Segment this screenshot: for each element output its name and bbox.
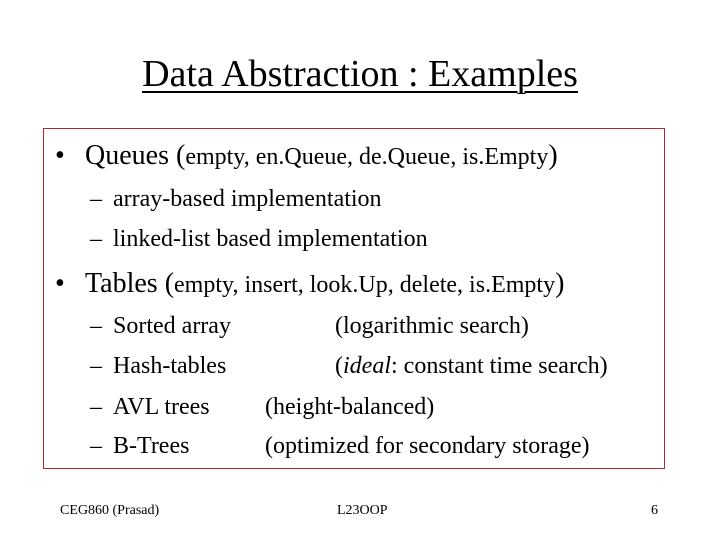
bullet-marker: •	[55, 268, 65, 299]
bullet-queues	[55, 140, 558, 173]
sub-item-text: Hash-tables	[113, 353, 227, 379]
bullet-operations: empty, insert, look.Up, delete, is.Empty	[174, 272, 556, 298]
dash-marker: –	[90, 186, 102, 212]
paren-open: (	[164, 268, 175, 299]
sub-item-note: (logarithmic search)	[335, 313, 529, 339]
paren-close: )	[555, 268, 565, 299]
dash-marker: –	[90, 394, 102, 420]
note-paren-open: (	[335, 353, 343, 379]
bullet-topic: Tables	[85, 268, 158, 299]
sub-item-array-based	[90, 185, 382, 213]
bullet-marker: •	[55, 140, 65, 171]
sub-item-note: (optimized for secondary storage)	[265, 433, 590, 459]
dash-marker: –	[90, 313, 102, 339]
footer-page-number: 6	[651, 503, 658, 518]
sub-item-sorted-array	[90, 312, 231, 340]
slide-title	[0, 50, 720, 98]
sub-item-avl-trees	[90, 393, 210, 421]
note-rest: : constant time search)	[391, 353, 608, 379]
bullet-tables	[55, 268, 564, 301]
footer-center: L23OOP	[337, 503, 388, 518]
sub-item-note-sorted-array	[335, 312, 529, 340]
dash-marker: –	[90, 226, 102, 252]
footer-left: CEG860 (Prasad)	[60, 503, 160, 518]
sub-item-text: linked-list based implementation	[113, 226, 428, 252]
dash-marker: –	[90, 433, 102, 459]
sub-item-text: AVL trees	[113, 394, 210, 420]
sub-item-hash-tables	[90, 352, 226, 380]
slide-title-text: Data Abstraction : Examples	[142, 53, 578, 95]
bullet-operations: empty, en.Queue, de.Queue, is.Empty	[185, 144, 549, 170]
dash-marker: –	[90, 353, 102, 379]
sub-item-text: array-based implementation	[113, 186, 382, 212]
sub-item-note-b-trees	[265, 432, 590, 460]
sub-item-text: B-Trees	[113, 433, 190, 459]
note-italic-word: ideal	[343, 353, 391, 379]
sub-item-text: Sorted array	[113, 313, 231, 339]
sub-item-note: (height-balanced)	[265, 394, 435, 420]
sub-item-note-hash-tables	[335, 352, 608, 380]
sub-item-note-avl-trees	[265, 393, 434, 421]
paren-open: (	[175, 140, 186, 171]
bullet-topic: Queues	[85, 140, 169, 171]
paren-close: )	[548, 140, 558, 171]
sub-item-linked-list	[90, 225, 428, 253]
sub-item-b-trees	[90, 432, 189, 460]
